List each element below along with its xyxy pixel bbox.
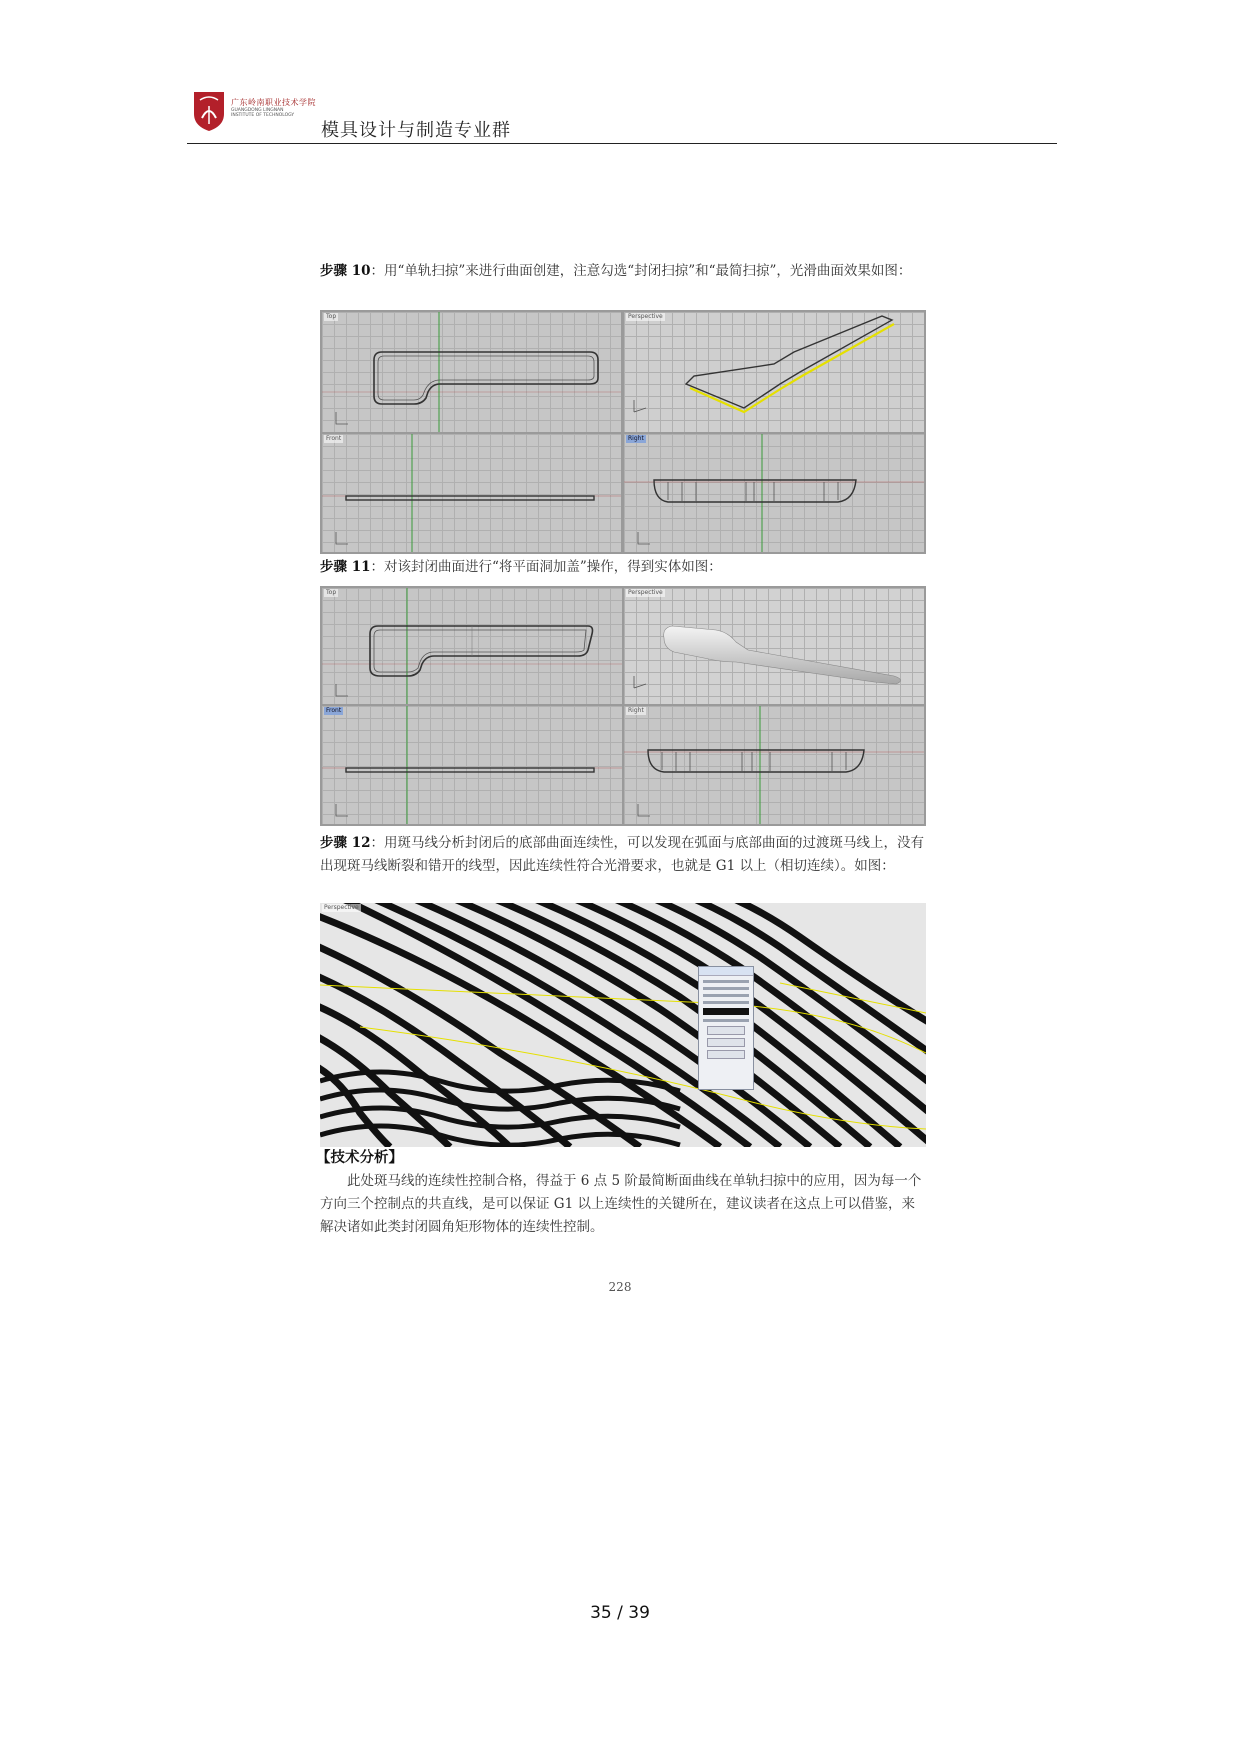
viewport-perspective[interactable] [624,312,924,432]
curve-outline-right [624,434,924,552]
figure-zebra-analysis[interactable] [320,903,926,1147]
pdf-page-indicator: 35 / 39 [590,1603,650,1623]
figure-sweep-surface [320,310,926,554]
viewport-top[interactable] [322,588,622,704]
dialog-button[interactable] [707,1038,745,1047]
analysis-paragraph: 此处斑马线的连续性控制合格，得益于 6 点 5 阶最简断面曲线在单轨扫掠中的应用，因为每一个方向三个控制点的共直线，是可以保证 G1 以上连续性的关键所在，建议读者在这点上可以借鉴，来解决诸如此类封闭圆角矩形物体的连续性控制。 [320,1173,922,1235]
viewport-label: Perspective [628,589,663,596]
dialog-option-row[interactable] [703,994,749,997]
viewport-label: Front [326,707,342,714]
step11-text: ：对该封闭曲面进行“将平面洞加盖”操作，得到实体如图： [370,559,722,575]
solid-outline-front [322,706,622,824]
step11-label: 步骤 11 [320,559,371,575]
school-name-en: GUANGDONG LINGNAN INSTITUTE OF TECHNOLOGY [231,108,295,118]
school-name-cn: 广东岭南职业技术学院 [231,98,316,107]
zebra-stripes [320,903,926,1147]
inner-page-number: 228 [608,1280,632,1294]
figure-capped-solid [320,586,926,826]
step11-paragraph [320,556,926,579]
curve-outline-front [322,434,621,552]
dialog-option-row[interactable] [703,1019,749,1022]
curve-outline-perspective [624,312,924,432]
school-logo [192,90,226,132]
dialog-option-row[interactable] [703,1001,749,1004]
step10-label: 步骤 10 [320,263,371,279]
step12-paragraph [320,832,926,878]
step10-paragraph [320,260,926,283]
viewport-perspective[interactable] [624,588,924,704]
viewport-label: Right [628,435,644,442]
dialog-title-bar [699,967,753,976]
viewport-label: Perspective [628,313,663,320]
viewport-right[interactable] [624,434,924,552]
viewport-front[interactable] [322,434,621,552]
step12-text: ：用斑马线分析封闭后的底部曲面连续性，可以发现在弧面与底部曲面的过渡斑马线上，没有出现斑马线断裂和错开的线型，因此连续性符合光滑要求，也就是 G1 以上（相切连续）。如图： [320,835,924,874]
viewport-label: Perspective [324,904,359,911]
analysis-title: 【技术分析】 [316,1149,403,1166]
solid-shape-perspective [624,588,924,704]
solid-outline-top [322,588,622,704]
dialog-option-row[interactable] [703,980,749,983]
zebra-options-dialog[interactable] [698,966,754,1090]
solid-outline-right [624,706,924,824]
viewport-label: Top [326,313,337,320]
dialog-option-row[interactable] [703,987,749,990]
step10-text: ：用“单轨扫掠”来进行曲面创建，注意勾选“封闭扫掠”和“最简扫掠”，光滑曲面效果如图： [370,263,912,279]
curve-outline-top [322,312,621,432]
stripe-color-swatch[interactable] [703,1008,749,1015]
viewport-label: Front [326,435,342,442]
dialog-button[interactable] [707,1050,745,1059]
step12-label: 步骤 12 [320,835,371,851]
viewport-top[interactable] [322,312,621,432]
viewport-label: Right [628,707,644,714]
viewport-front[interactable] [322,706,622,824]
header-divider [187,143,1057,144]
viewport-right[interactable] [624,706,924,824]
header-title: 模具设计与制造专业群 [321,120,511,141]
dialog-button[interactable] [707,1026,745,1035]
viewport-label: Top [326,589,337,596]
